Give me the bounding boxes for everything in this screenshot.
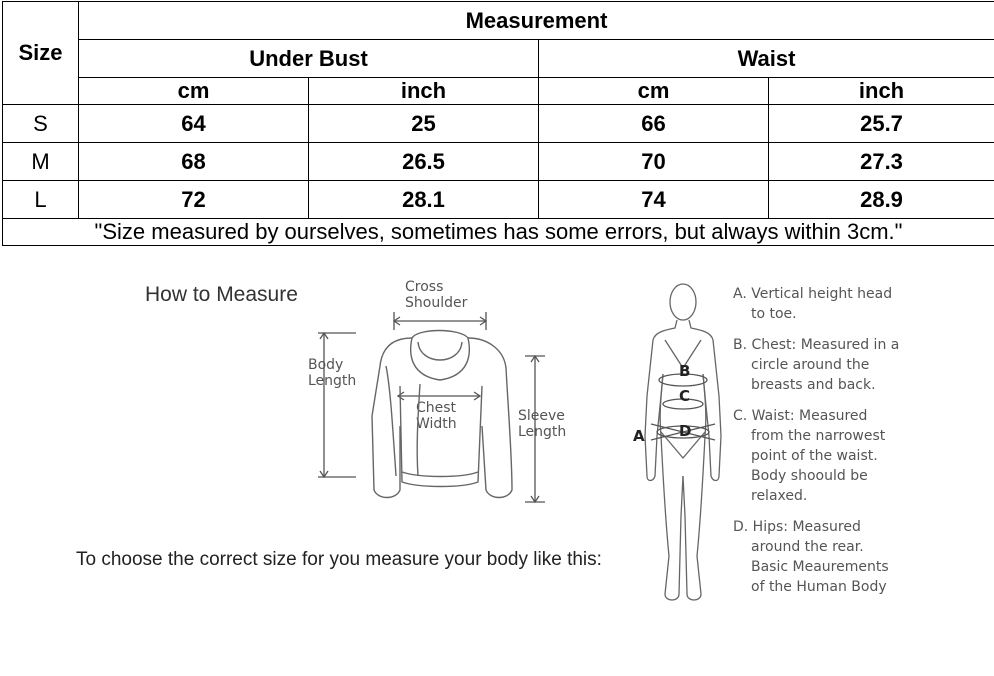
marker-c: C bbox=[679, 387, 691, 405]
legend-line: around the rear. bbox=[751, 539, 864, 555]
size-header: Size bbox=[3, 2, 79, 105]
value-cell: 74 bbox=[539, 181, 769, 219]
sleeve-length-label: Length bbox=[518, 424, 567, 440]
value-cell: 27.3 bbox=[769, 143, 994, 181]
legend-line: from the narrowest bbox=[751, 428, 886, 444]
value-cell: 72 bbox=[79, 181, 309, 219]
legend-line: Body shoould be bbox=[751, 468, 868, 484]
legend-line: to toe. bbox=[751, 306, 797, 322]
value-cell: 68 bbox=[79, 143, 309, 181]
legend-line: Basic Meaurements bbox=[751, 559, 889, 575]
value-cell: 25.7 bbox=[769, 105, 994, 143]
body-length-label: Body bbox=[308, 357, 344, 373]
value-cell: 66 bbox=[539, 105, 769, 143]
sleeve-length-label: Sleeve bbox=[518, 408, 565, 424]
cross-shoulder-label: Cross bbox=[405, 279, 444, 295]
chest-width-label: Chest bbox=[416, 400, 457, 416]
value-cell: 64 bbox=[79, 105, 309, 143]
choose-size-text: To choose the correct size for you measure your body like this: bbox=[76, 549, 602, 570]
value-cell: 25 bbox=[309, 105, 539, 143]
body-figure bbox=[625, 276, 735, 616]
legend-line: breasts and back. bbox=[751, 377, 876, 393]
marker-a: A bbox=[633, 427, 645, 445]
table-note: "Size measured by ourselves, sometimes has some errors, but always within 3cm." bbox=[3, 219, 994, 246]
legend-line: C. Waist: Measured bbox=[733, 408, 868, 424]
value-cell: 26.5 bbox=[309, 143, 539, 181]
unit-header: cm bbox=[79, 78, 309, 105]
unit-header: inch bbox=[769, 78, 994, 105]
unit-header: inch bbox=[309, 78, 539, 105]
legend-line: of the Human Body bbox=[751, 579, 887, 595]
size-cell: S bbox=[3, 105, 79, 143]
legend-item-b bbox=[733, 335, 933, 395]
legend-line: circle around the bbox=[751, 357, 870, 373]
table-row bbox=[3, 105, 994, 143]
legend-line: B. Chest: Measured in a bbox=[733, 337, 900, 353]
body-outline bbox=[645, 284, 721, 600]
legend-item-c bbox=[733, 406, 933, 506]
legend-line: point of the waist. bbox=[751, 448, 878, 464]
legend-line: relaxed. bbox=[751, 488, 808, 504]
legend-item-a bbox=[733, 284, 933, 324]
legend-line: A. Vertical height head bbox=[733, 286, 893, 302]
body-length-label: Length bbox=[308, 373, 357, 389]
size-cell: L bbox=[3, 181, 79, 219]
size-table bbox=[2, 1, 994, 246]
value-cell: 70 bbox=[539, 143, 769, 181]
measurement-legend bbox=[733, 284, 933, 608]
chest-width-label: Width bbox=[416, 416, 457, 432]
unit-header: cm bbox=[539, 78, 769, 105]
legend-line: D. Hips: Measured bbox=[733, 519, 861, 535]
table-row bbox=[3, 143, 994, 181]
group-header-waist: Waist bbox=[539, 40, 994, 78]
size-cell: M bbox=[3, 143, 79, 181]
value-cell: 28.1 bbox=[309, 181, 539, 219]
marker-b: B bbox=[679, 362, 691, 380]
cross-shoulder-label: Shoulder bbox=[405, 295, 468, 311]
measurement-header: Measurement bbox=[79, 2, 994, 40]
value-cell: 28.9 bbox=[769, 181, 994, 219]
marker-d: D bbox=[679, 422, 692, 440]
group-header-under-bust: Under Bust bbox=[79, 40, 539, 78]
table-row bbox=[3, 181, 994, 219]
garment-diagram bbox=[300, 276, 570, 516]
how-to-measure-title: How to Measure bbox=[145, 283, 298, 306]
legend-item-d bbox=[733, 517, 933, 597]
